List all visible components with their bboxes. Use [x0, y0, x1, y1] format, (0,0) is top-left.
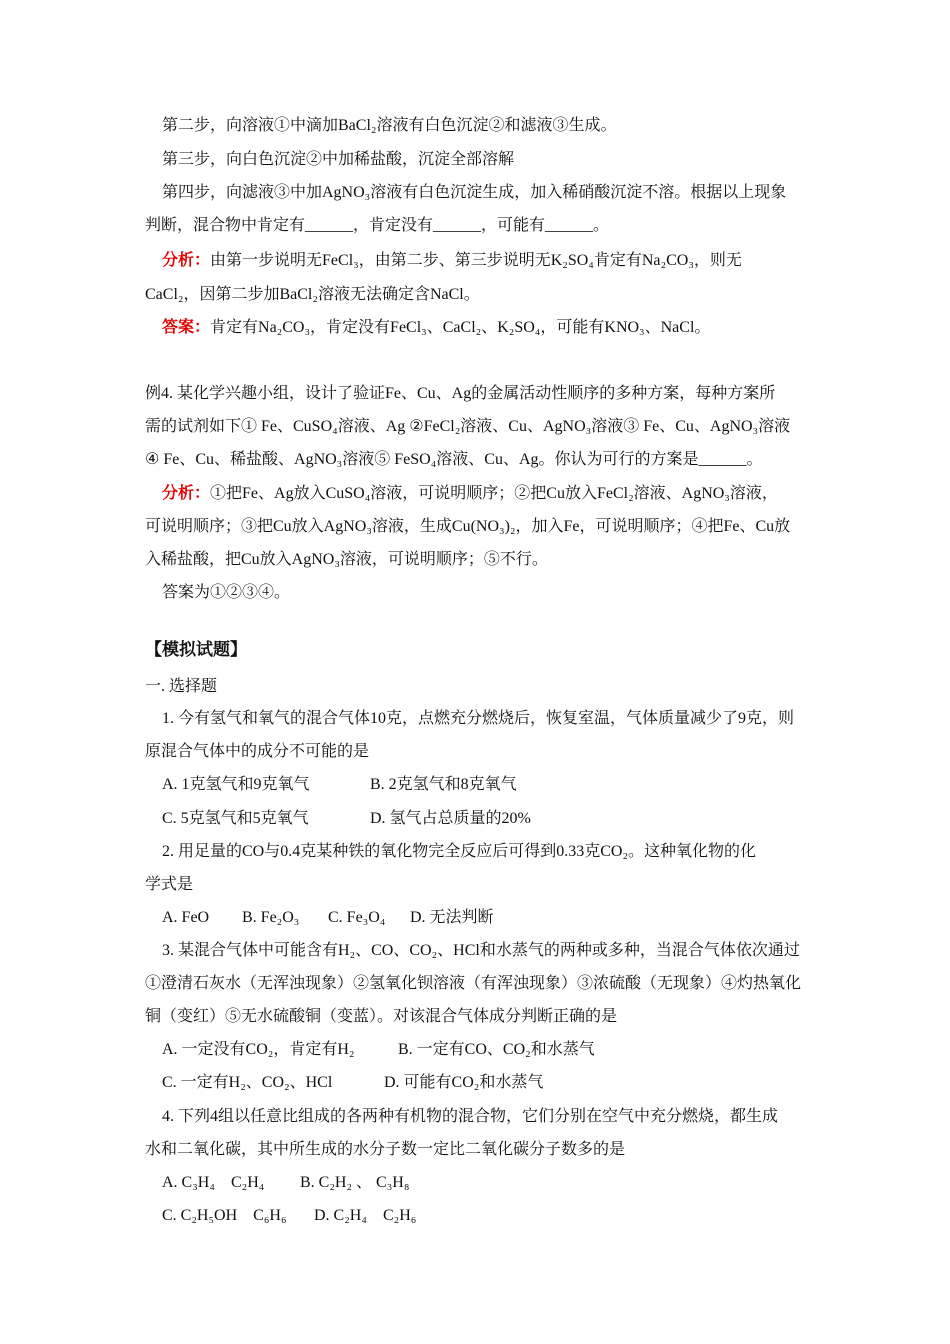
text-line: 由第一步说明无FeCl₃，由第二步、第三步说明无K₂SO₄肯定有Na₂CO₃，则无 [210, 252, 742, 269]
answer-paragraph [162, 318, 710, 338]
option-d: D. C₂H₄ C₂H₆ [314, 1207, 417, 1224]
text-line: 第三步，向白色沉淀②中加稀盐酸，沉淀全部溶解 [162, 151, 515, 168]
example-heading: 例4. 某化学兴趣小组，设计了验证Fe、Cu、Ag的金属活动性顺序的多种方案，每种方案所 [145, 385, 776, 402]
option-d: D. 无法判断 [410, 909, 494, 926]
option-b: B. 一定有CO、CO₂和水蒸气 [398, 1041, 595, 1058]
option-a: A. FeO [162, 909, 210, 926]
text-line: 可说明顺序；③把Cu放入AgNO₃溶液，生成Cu(NO₃)₂，加入Fe，可说明顺序；④把Fe、Cu放 [145, 518, 791, 535]
question-1: 1. 今有氢气和氧气的混合气体10克，点燃充分燃烧后，恢复室温，气体质量减少了9克，则 [162, 710, 795, 727]
question-4: 4. 下列4组以任意比组成的各两种有机物的混合物，它们分别在空气中充分燃烧，都生成 [162, 1108, 779, 1125]
option-a: A. C₃H₄ C₂H₄ [162, 1174, 265, 1191]
subsection-heading: 一. 选择题 [145, 678, 218, 695]
text-line: 需的试剂如下① Fe、CuSO₄溶液、Ag ②FeCl₂溶液、Cu、AgNO₃溶液③ Fe、Cu、AgNO₃溶液 [145, 418, 791, 435]
option-d: D. 氢气占总质量的20% [370, 810, 531, 827]
section-heading: 【模拟试题】 [145, 640, 247, 659]
text-line: ①澄清石灰水（无浑浊现象）②氢氧化钡溶液（有浑浊现象）③浓硫酸（无现象）④灼热氧化 [145, 975, 802, 992]
analysis-paragraph [162, 251, 742, 271]
text-line: 判断，混合物中肯定有______，肯定没有______，可能有______。 [145, 217, 610, 234]
answer-label: 答案： [162, 319, 211, 336]
text-line: ④ Fe、Cu、稀盐酸、AgNO₃溶液⑤ FeSO₄溶液、Cu、Ag。你认为可行的方案是______。 [145, 451, 763, 468]
option-b: B. Fe₂O₃ [242, 909, 300, 926]
analysis-paragraph [162, 484, 778, 504]
option-c: C. C₂H₅OH C₆H₆ [162, 1207, 287, 1224]
analysis-label: 分析： [162, 252, 211, 269]
text-line: 铜（变红）⑤无水硫酸铜（变蓝）。对该混合气体成分判断正确的是 [145, 1008, 618, 1025]
question-2: 2. 用足量的CO与0.4克某种铁的氧化物完全反应后可得到0.33克CO₂。这种氧化物的化 [162, 843, 757, 860]
text-line: 入稀盐酸，把Cu放入AgNO₃溶液，可说明顺序；⑤不行。 [145, 551, 548, 568]
option-b: B. C₂H₂ 、 C₃H₈ [300, 1174, 410, 1191]
text-line: 水和二氧化碳，其中所生成的水分子数一定比二氧化碳分子数多的是 [145, 1141, 626, 1158]
option-c: C. Fe₃O₄ [328, 909, 386, 926]
text-line: 第二步，向溶液①中滴加BaCl₂溶液有白色沉淀②和滤液③生成。 [162, 117, 617, 134]
question-3: 3. 某混合气体中可能含有H₂、CO、CO₂、HCl和水蒸气的两种或多种，当混合气体依次通过 [162, 942, 800, 959]
text-line: 答案为①②③④。 [162, 584, 291, 601]
option-a: A. 1克氢气和9克氧气 [162, 776, 310, 793]
text-line: ①把Fe、Ag放入CuSO₄溶液，可说明顺序；②把Cu放入FeCl₂溶液、AgNO₃溶液， [210, 485, 778, 502]
text-line: 第四步，向滤液③中加AgNO₃溶液有白色沉淀生成，加入稀硝酸沉淀不溶。根据以上现象 [162, 184, 787, 201]
option-d: D. 可能有CO₂和水蒸气 [384, 1074, 544, 1091]
option-a: A. 一定没有CO₂，肯定有H₂ [162, 1041, 355, 1058]
text-line: CaCl₂，因第二步加BaCl₂溶液无法确定含NaCl。 [145, 286, 480, 303]
text-line: 原混合气体中的成分不可能的是 [145, 743, 370, 760]
text-line: 肯定有Na₂CO₃，肯定没有FeCl₃、CaCl₂、K₂SO₄，可能有KNO₃、NaCl。 [210, 319, 711, 336]
text-line: 学式是 [145, 876, 194, 893]
option-c: C. 5克氢气和5克氧气 [162, 810, 309, 827]
analysis-label: 分析： [162, 485, 211, 502]
option-c: C. 一定有H₂、CO₂、HCl [162, 1074, 333, 1091]
option-b: B. 2克氢气和8克氧气 [370, 776, 517, 793]
